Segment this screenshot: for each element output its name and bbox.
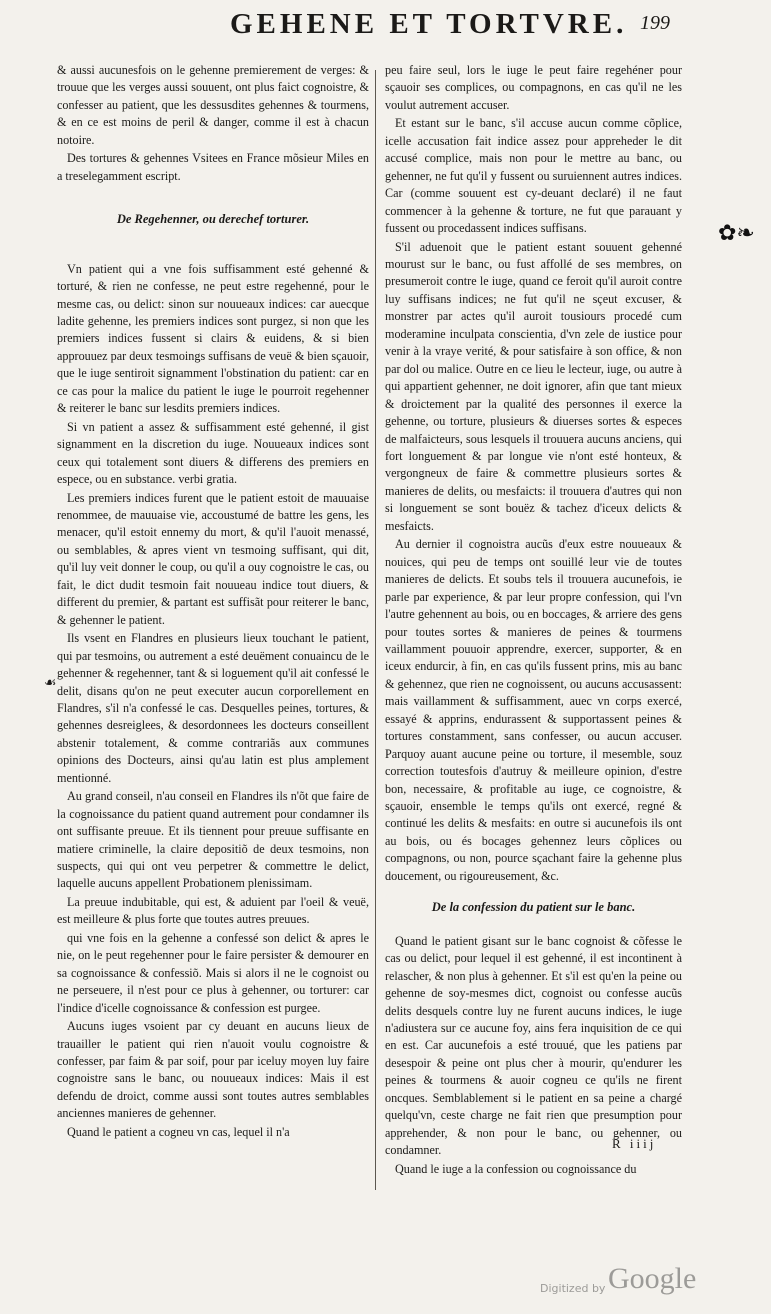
watermark-prefix: Digitized by [540,1282,606,1295]
paragraph: Les premiers indices furent que le patient estoit de mauuaise renommee, de mauuaise vie, accoustumé de battre les gens, les menacer, qu'il estoit ennemy du mort, & qu'il l'auoit menassé, ou semblables, & apres vient vn tesmoing suffisant, qui dit, qu'il luy veit donner le coup, ou qu'il a ouy cognoistre le cas, ou fait, le dict dudit tesmoin fait nouueau indice tout diuers, & different du premier, & partant est suffisãt pour reiterer le banc, & gehenner le patient. [57,490,369,627]
google-logo: Google [608,1262,697,1295]
right-column [385,62,682,1178]
paragraph: Si vn patient a assez & suffisamment esté gehenné, il gist signamment en la discretion du iuge. Nouueaux indices sont ceux qui totalement sont diuers & differens des premiers en espece, ou en substance. verbi gratia. [57,419,369,487]
paragraph: Aucuns iuges vsoient par cy deuant en aucuns lieux de trauailler le patient qui rien n'auoit voulu cognoistre & confesser, par faim & par soif, pour par iceluy moyen luy faire cognoistre sans le banc, ou nouueaux indices: Mais il est defendu de droict, comme aussi sont toutes autres semblables anciennes manieres de gehenner. [57,1019,369,1121]
paragraph: Quand le iuge a la confession ou cognoissance du [395,1161,637,1176]
page-header [230,8,670,42]
running-head: GEHENE ET TORTVRE. [230,8,628,40]
paragraph: Ils vsent en Flandres en plusieurs lieux touchant le patient, qui par tesmoins, ou autrement a esté deuëment conuaincu de le gehenner & regehenner, tant & si loguement qu'il ait confessé le delit, disans qu'on ne peut executer aucun corporellement en Flandres, s'il n'a confessé le cas. Desquelles peines, tortures, & gehennes desreiglees, & desordonnees les docteurs conseillent abstenir totalement, & comme contrariãs aux communes opinions des Docteurs, ainsi qu'au latin est plus amplement mentionné. [57,631,369,785]
paragraph: peu faire seul, lors le iuge le peut faire regehéner pour sçauoir ses complices, ou compagnons, en cas qu'il ne les voulut autrement accuser. [385,63,682,112]
section-heading: De Regehenner, ou derechef torturer. [116,212,310,227]
paragraph: & aussi aucunesfois on le gehenne premierement de verges: & trouue que les verges aussi souuent, ont plus faict cognoistre, & confesser au patient, que les dessusdites gehennes & tourmens, & en ce est moins de peril & danger, comme il est à chacun notoire. [57,63,369,147]
column-divider [375,70,376,1190]
paragraph: Et estant sur le banc, s'il accuse aucun comme cõplice, icelle accusation fait indice assez pour appreheder le dit accusé complice, mais non pour le mettre au banc, ou gehenner, ne fut qu'il y fussent ou suruiennent autres indices. Car (comme souuent est cy-deuant declaré) il ne faut commencer à la gehenne & torture, ne fut que parauant y fussent ou procedassent indices suffisans. [385,116,682,236]
paragraph: Vn patient qui a vne fois suffisamment esté gehenné & torturé, & rien ne confesse, ne peut estre regehenné, pour le mesme cas, ou delict: sinon sur nouueaux indices: car auecque ladite gehenne, les premiers indices sont purgez, si non que les premiers indices fussent si clairs & euidens, & si bien approuuez par deux tesmoings suffisans de veuë & bien sçauoir, que le iuge sentiroit signamment l'obstination du patient: car en ce cas pour la malice du patient le iuge le pourroit regehenner & reiterer le banc sur lesdits premiers indices. [57,261,369,416]
paragraph: S'il aduenoit que le patient estant souuent gehenné mourust sur le banc, ou fust affollé de ses membres, on presumeroit contre le iuge, quand ce feroit qu'il auroit contre luy suffisans indices; ne fut qu'il ne sçeut excuser, & monstrer par actes qu'il auroit tousiours procedé cum moderamine inculpata conscientia, d'vn zele de iustice pour venir à la vraye verité, & pour satisfaire à son office, & non par dol ou malice. Outre en ce lieu le lecteur, iuge, ou autre à qui appartient gehenner, ne doit ignorer, afin que tant mieux & droictement par la qualité des personnes il exerce la gehenne, ou torture, plusieurs & diuerses sortes & especes de malfaicteurs, sous lesquels il trouuera aucuns anciens, qui fort longuement & par longue vie n'ont esté honteux, & vergongneux de faire & commettre plusieurs sortes & manieres de delits, ou mesfaicts: il trouuera d'autres qui non si longuement se sont bouëz & tachez d'iceux delicts & mesfaicts. [385,239,682,533]
ornament-icon: ✿❧ [718,220,755,245]
marginal-mark-icon: ☙ [44,676,57,691]
section-heading: De la confession du patient sur le banc. [431,900,636,915]
paragraph: Quand le patient gisant sur le banc cognoist & cõfesse le cas ou delict, pour lequel il est gehenné, il est incontinent à relascher, & non plus à gehenner. Et s'il est qu'en la peine ou gehenne de soy-mesmes dict, cognoist ou confesse aucũs delits desquels contre luy ne furent aucuns indices, le iuge n'adiustera sur ce aucune foy, ains fera inquisition de ce qui en est. Car aucunefois a esté trouué, que les patiens par desespoir & peine ont plus cher à mourir, qu'endurer les peines & tourmens & auoir cogneu ce qu'ils ne firent oncques. Semblablement si le patient en sa peine a chargé quelqu'vn, ceste charge ne fait rien que presumption pour apprehender, & non pour le banc, ou gehenner, ou condamner. [385,933,682,1158]
paragraph: Des tortures & gehennes Vsitees en France mõsieur Miles en a treselegamment escript. [57,151,369,183]
signature-mark: R iiij [612,1136,657,1151]
left-column [57,62,369,1141]
paragraph: Au dernier il cognoistra aucũs d'eux estre nouueaux & nouices, qui peu de temps ont souillé leur vie de toutes manieres de delicts. Et soubs tels il trouuera aucunefois, ie parle par experience, & par leur propre confession, qui l'vn l'autre gehennent au bois, ou en boccages, & arriere des gens pour toutes sortes & manieres de peines & tourmens vaillamment pouuoir apprendre, exercer, supporter, & en iceux endurcir, à fin, en cas qu'ils fussent prins, mis au banc & gehennez, que rien ne cognoissent, ou aucuns accusassent: mais vaillamment & suffisamment, auec vn corps exercé, essayé & apprins, endurassent & supportassent peines & tortures constamment, sans confesser, ou aucun accuser. Parquoy auant aucune peine ou torture, il mesemble, souz correction toutesfois d'autruy & meilleure opinion, d'estre bon, necessaire, & profitable au iuge, ce cognoistre, & sçauoir, ensemble le temps qu'ils ont exercé, regné & continué les delits & mesfaits: en outre si aucunefois ils ont au bois, ou és bocages gehennez leurs cõplices ou compagnons, ou non, pource sçachant faire la gehenne plus doucement, ou rigoureusement, &c. [385,537,682,883]
paragraph: La preuue indubitable, qui est, & aduient par l'oeil & veuë, est meilleure & plus forte que toutes autres preuues. [57,894,369,927]
paragraph: Au grand conseil, n'au conseil en Flandres ils n'õt que faire de la cognoissance du patient quand autrement pour condamner ils ont suffisante preuue. Et ils tiennent pour preuue suffisante en matiere criminelle, la claire depositiõ de deux tesmoins, non suspects, qui qui ont veu perpetrer & commettre le delict, laquelle aucuns appellent Probationem plenissimam. [57,789,369,891]
paragraph: qui vne fois en la gehenne a confessé son delict & apres le nie, on le peut regehenner pour le faire persister & demourer en sa cognoissance & confessiõ. Mais si alors il ne le cognoist ou ne perseuere, il n'est pour ce plus à gehenner, ou torturer: car l'indice d'icelle cognoissance & confession est purgee. [57,930,369,1015]
digitization-watermark [540,1262,715,1302]
paragraph: Quand le patient a cogneu vn cas, lequel il n'a [67,1124,290,1139]
page-number: 199 [640,12,670,34]
